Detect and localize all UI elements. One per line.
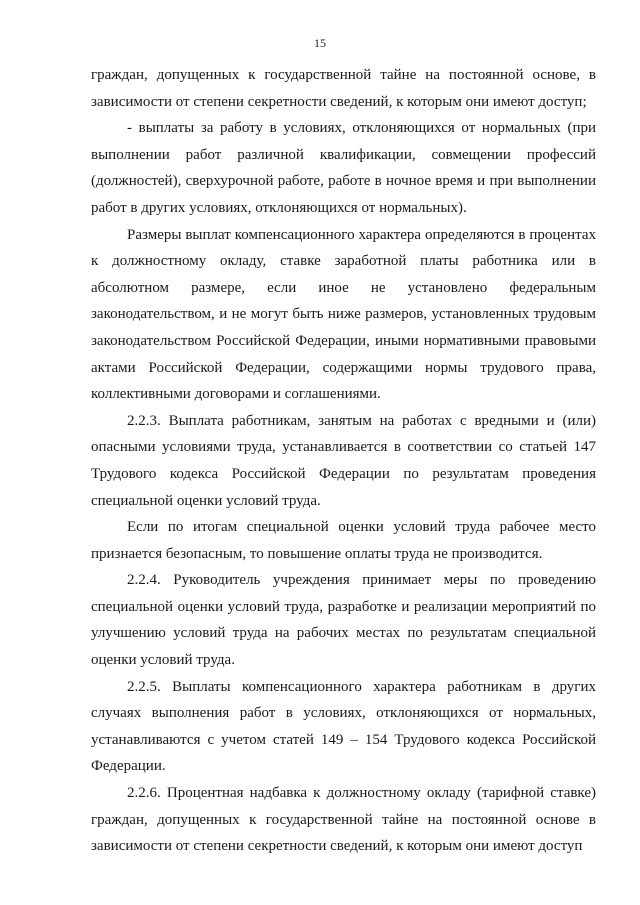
paragraph-compensation-amounts: Размеры выплат компенсационного характера определяются в процентах к должностному окладу, ставке заработной платы работника или в абсолютном размере, если иное не установлено федеральным законодательством, и не могут быть ниже размеров, установленных трудовым законодательством Российской Федерации, иными нормативными правовыми актами Российской Федерации, содержащими нормы трудового права, коллективными договорами и соглашениями. bbox=[91, 226, 596, 403]
paragraph-section-2-2-5: 2.2.5. Выплаты компенсационного характера работникам в других случаях выполнения работ в условиях, отклоняющихся от нормальных, устанавливаются с учетом статей 149 – 154 Трудового кодекса Российской Федерации. bbox=[91, 678, 596, 775]
paragraph-section-2-2-3: 2.2.3. Выплата работникам, занятым на работах с вредными и (или) опасными условиями труда, устанавливается в соответствии со статьей 147 Трудового кодекса Российской Федерации по результатам проведения специальной оценки условий труда. bbox=[91, 412, 596, 509]
paragraph-overtime-payments: - выплаты за работу в условиях, отклоняющихся от нормальных (при выполнении работ различной квалификации, совмещении профессий (должностей), сверхурочной работе, работе в ночное время и при выполнении работ в других условиях, отклоняющихся от нормальных). bbox=[91, 120, 596, 216]
paragraph-section-2-2-6: 2.2.6. Процентная надбавка к должностному окладу (тарифной ставке) граждан, допущенных к государственной тайне на постоянной основе в зависимости от степени секретности сведений, к которым они имеют доступ bbox=[91, 785, 596, 855]
paragraph-safe-workplace: Если по итогам специальной оценки условий труда рабочее место признается безопасным, то повышение оплаты труда не производится. bbox=[91, 519, 596, 562]
paragraph-continuation: граждан, допущенных к государственной тайне на постоянной основе, в зависимости от степени секретности сведений, к которым они имеют доступ; bbox=[91, 67, 596, 110]
page-number: 15 bbox=[314, 36, 326, 50]
paragraph-section-2-2-4: 2.2.4. Руководитель учреждения принимает меры по проведению специальной оценки условий труда, разработке и реализации мероприятий по улучшению условий труда на рабочих местах по результатам специальной оценки условий труда. bbox=[91, 572, 596, 669]
document-body bbox=[91, 62, 596, 860]
